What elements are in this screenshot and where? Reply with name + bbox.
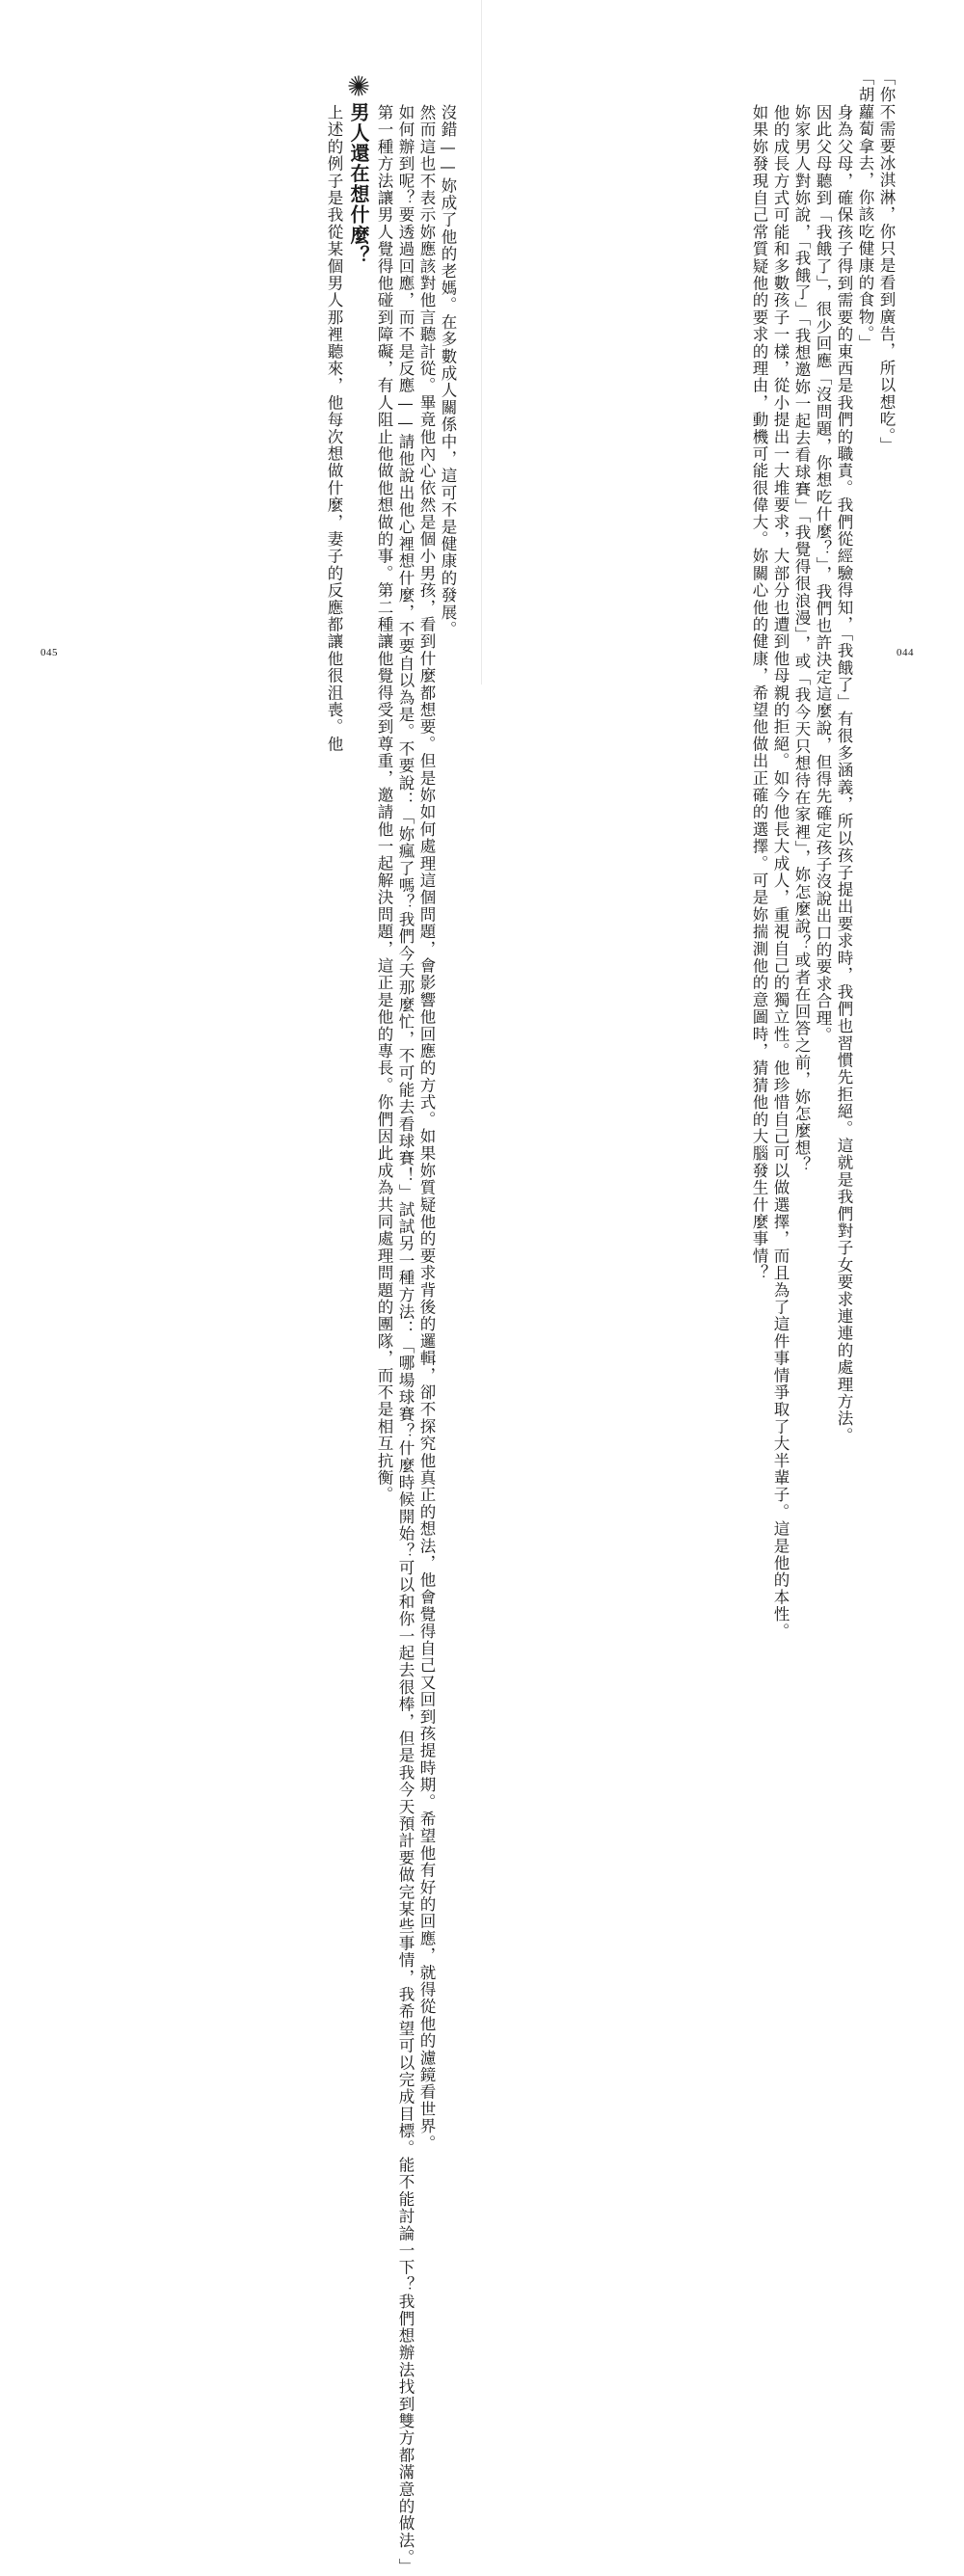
left-page-text-block [323, 69, 458, 2576]
quote-line-1: 「你不需要冰淇淋，你只是看到廣告，所以想吃。」 [877, 69, 896, 454]
section-heading [344, 75, 373, 618]
right-page-text-block [748, 69, 897, 1641]
body-paragraph: 身為父母，確保孩子得到需要的東西是我們的職責。我們從經驗得知，「我餓了」有很多涵義，所以孩子提出要求時，我們也習慣先拒絕。這就是我們對子女要求連連的處理方法。 [835, 104, 853, 1445]
body-paragraph: 如何辦到呢？要透過回應，而不是反應——請他說出他心裡想什麼，不要自以為是。不要說：「妳瘋了嗎？我們今天那麼忙，不可能去看球賽！」試試另一種方法：「哪場球賽？什麼時候開始？可以和你一起去很棒，但是我今天預計要做完某些事情，我希望可以完成目標。能不能討論一下？我們想辦法找到雙方都滿意的做法。」 [396, 104, 415, 2576]
sunburst-icon [352, 75, 373, 96]
body-paragraph: 因此父母聽到「我餓了」，很少回應「沒問題，你想吃什麼？」，我們也許決定這麼說，但得先確定孩子沒說出口的要求合理。 [814, 104, 832, 1044]
body-paragraph: 妳家男人對妳說，「我餓了」「我想邀妳一起去看球賽」「我覺得很浪漫」，或「我今天只想待在家裡」，妳怎麼說？或者在回答之前，妳怎麼想？ [792, 104, 811, 1174]
page-number: 044 [897, 647, 914, 658]
body-paragraph: 沒錯——妳成了他的老媽。在多數成人關係中，這可不是健康的發展。 [439, 104, 457, 638]
body-paragraph: 如果妳發現自己常質疑他的要求的理由，動機可能很偉大。妳關心他的健康，希望他做出正確的選擇。可是妳揣測他的意圖時，猜猜他的大腦發生什麼事情？ [750, 104, 768, 1282]
body-paragraph: 然而這也不表示妳應該對他言聽計從。畢竟他內心依然是個小男孩，看到什麼都想要。但是妳如何處理這個問題，會影響他回應的方式。如果妳質疑他的要求背後的邏輯，卻不探究他真正的想法，他會覺得自己又回到孩提時期。希望他有好的回應，就得從他的濾鏡看世界。 [417, 104, 436, 2153]
body-paragraph: 第一種方法讓男人覺得他碰到障礙，有人阻止他做他想做的事。第二種讓他覺得受到尊重，邀請他一起解決問題，這正是他的專長。你們因此成為共同處理問題的團隊，而不是相互抗衡。 [375, 104, 393, 1504]
quote-line-2: 「胡蘿蔔拿去，你該吃健康的食物。」 [856, 69, 874, 352]
section-heading-text: 男人還在想什麼？ [347, 102, 370, 266]
right-page [482, 0, 964, 1641]
body-paragraph: 上述的例子是我從某個男人那裡聽來，他每次想做什麼，妻子的反應都讓他很沮喪。他 [325, 104, 343, 753]
page-number: 045 [40, 647, 58, 658]
body-paragraph: 他的成長方式可能和多數孩子一樣，從小提出一大堆要求，大部分也遭到他母親的拒絕。如今他長大成人，重視自己的獨立性。他珍惜自己可以做選擇，而且為了這件事情爭取了大半輩子。這是他的本性。 [771, 104, 790, 1641]
